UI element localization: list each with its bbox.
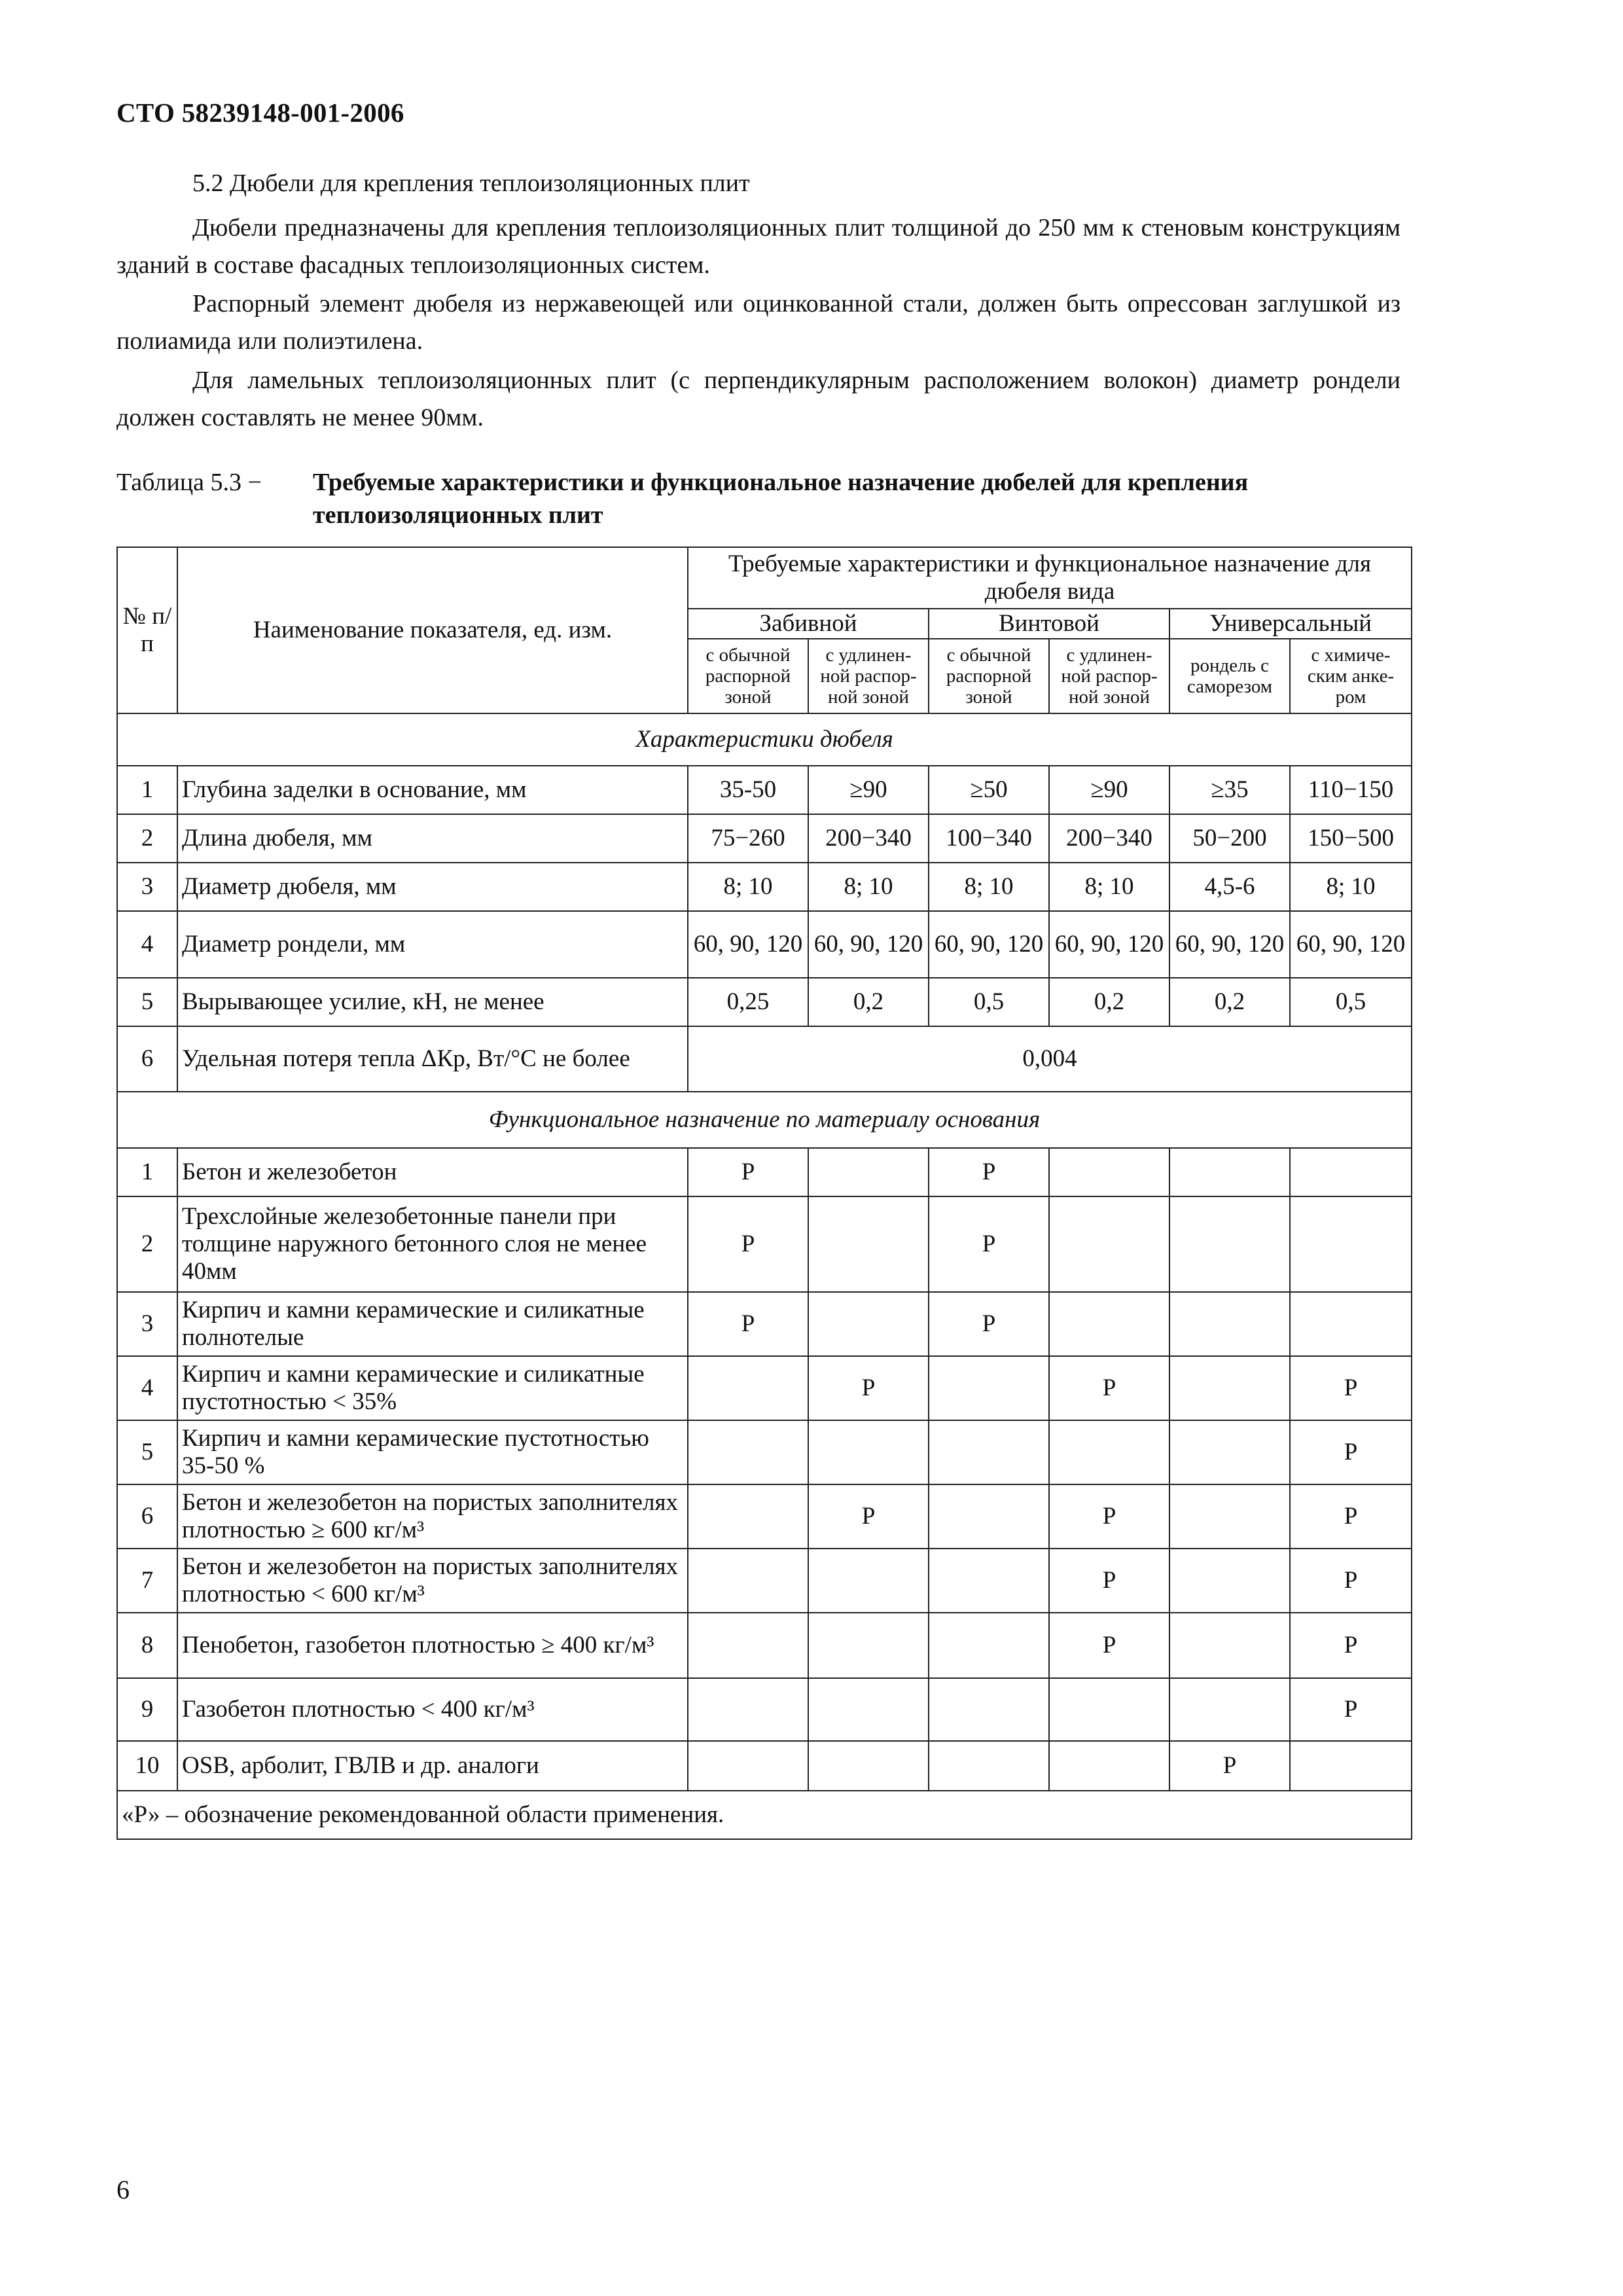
mark-cell: [808, 1741, 929, 1791]
note-row: [117, 1791, 1412, 1839]
row-number-cell: 9: [117, 1678, 177, 1741]
mark-cell: Р: [1290, 1420, 1412, 1484]
row-name-cell: Бетон и железобетон на пористых заполнителях плотностью < 600 кг/м³: [177, 1549, 688, 1613]
row-name-cell: Кирпич и камни керамические пустотностью 35-50 %: [177, 1420, 688, 1484]
table-caption-title: Требуемые характеристики и функциональное назначение дюбелей для крепления теплоизоляционных плит: [313, 469, 1249, 529]
mark-cell: [1169, 1420, 1290, 1484]
row-name-cell: Глубина заделки в основание, мм: [177, 766, 688, 814]
mark-cell: [1290, 1292, 1412, 1356]
row-name-cell: Пенобетон, газобетон плотностью ≥ 400 кг/м³: [177, 1613, 688, 1678]
paragraph: Для ламельных теплоизоляционных плит (с перпендикулярным расположением волокон) диаметр рондели должен составлять не менее 90мм.: [116, 367, 1400, 431]
row-name-cell: Бетон и железобетон на пористых заполнителях плотностью ≥ 600 кг/м³: [177, 1484, 688, 1549]
row-name-cell: Вырывающее усилие, кН, не менее: [177, 978, 688, 1026]
characteristic-row: [117, 814, 1412, 863]
row-number-cell: 10: [117, 1741, 177, 1791]
value-cell: 75−260: [688, 814, 808, 863]
value-cell: 60, 90, 120: [929, 911, 1049, 978]
header-num-cell: № п/п: [117, 547, 177, 713]
value-cell: 110−150: [1290, 766, 1412, 814]
document-code: СТО 58239148-001-2006: [116, 98, 404, 128]
characteristic-row: [117, 863, 1412, 911]
value-cell: 60, 90, 120: [1169, 911, 1290, 978]
row-number-cell: 8: [117, 1613, 177, 1678]
mark-cell: [1049, 1292, 1169, 1356]
header-subtype-cell: с обычной распорной зоной: [688, 639, 808, 713]
header-subtype-cell: с обычной распорной зоной: [929, 639, 1049, 713]
mark-cell: [1290, 1148, 1412, 1196]
value-cell: ≥90: [808, 766, 929, 814]
mark-cell: [929, 1549, 1049, 1613]
value-cell: 0,5: [1290, 978, 1412, 1026]
mark-cell: [1169, 1613, 1290, 1678]
header-subtype-cell: с удлинен-ной распор-ной зоной: [808, 639, 929, 713]
mark-cell: Р: [1049, 1484, 1169, 1549]
dowel-requirements-table: [116, 547, 1412, 1840]
mark-cell: Р: [1290, 1678, 1412, 1741]
row-number-cell: 4: [117, 1356, 177, 1420]
value-cell: 60, 90, 120: [688, 911, 808, 978]
value-cell: 8; 10: [929, 863, 1049, 911]
mark-cell: [1169, 1484, 1290, 1549]
mark-cell: [688, 1420, 808, 1484]
value-cell: ≥35: [1169, 766, 1290, 814]
mark-cell: [1290, 1741, 1412, 1791]
mark-cell: [1049, 1741, 1169, 1791]
table-caption-label: Таблица 5.3 −: [116, 469, 262, 496]
row-number-cell: 2: [117, 814, 177, 863]
purpose-row: [117, 1678, 1412, 1741]
mark-cell: [1169, 1356, 1290, 1420]
mark-cell: [688, 1484, 808, 1549]
row-name-cell: Удельная потеря тепла ΔКр, Вт/°С не более: [177, 1026, 688, 1092]
header-subtype-cell: с химиче-ским анке-ром: [1290, 639, 1412, 713]
purpose-row: [117, 1196, 1412, 1292]
header-subtype-cell: с удлинен-ной распор-ной зоной: [1049, 639, 1169, 713]
mark-cell: [808, 1420, 929, 1484]
mark-cell: [688, 1549, 808, 1613]
value-cell: 0,5: [929, 978, 1049, 1026]
purpose-row: [117, 1356, 1412, 1420]
row-number-cell: 7: [117, 1549, 177, 1613]
mark-cell: [929, 1741, 1049, 1791]
table-caption: [116, 466, 1400, 531]
value-cell: 0,2: [1049, 978, 1169, 1026]
mark-cell: [1169, 1549, 1290, 1613]
mark-cell: Р: [688, 1148, 808, 1196]
mark-cell: [808, 1678, 929, 1741]
note-cell: «Р» – обозначение рекомендованной области применения.: [117, 1791, 1412, 1839]
row-number-cell: 2: [117, 1196, 177, 1292]
value-cell: 60, 90, 120: [1049, 911, 1169, 978]
value-cell: 60, 90, 120: [808, 911, 929, 978]
row-number-cell: 5: [117, 978, 177, 1026]
row-number-cell: 3: [117, 863, 177, 911]
row-name-cell: Кирпич и камни керамические и силикатные пустотностью < 35%: [177, 1356, 688, 1420]
purpose-row: [117, 1420, 1412, 1484]
mark-cell: Р: [1290, 1356, 1412, 1420]
mark-cell: Р: [688, 1196, 808, 1292]
mark-cell: [929, 1484, 1049, 1549]
mark-cell: [929, 1678, 1049, 1741]
row-number-cell: 6: [117, 1026, 177, 1092]
section-row: [117, 713, 1412, 766]
mark-cell: [1169, 1678, 1290, 1741]
mark-cell: [1049, 1678, 1169, 1741]
value-cell: 60, 90, 120: [1290, 911, 1412, 978]
mark-cell: Р: [929, 1148, 1049, 1196]
row-number-cell: 1: [117, 1148, 177, 1196]
mark-cell: Р: [1290, 1484, 1412, 1549]
header-row: [117, 547, 1412, 609]
heat-loss-row: [117, 1026, 1412, 1092]
value-cell: 4,5-6: [1169, 863, 1290, 911]
mark-cell: [1049, 1420, 1169, 1484]
characteristic-row: [117, 911, 1412, 978]
row-number-cell: 5: [117, 1420, 177, 1484]
header-type-cell: Забивной: [688, 609, 929, 639]
header-name-cell: Наименование показателя, ед. изм.: [177, 547, 688, 713]
mark-cell: Р: [929, 1292, 1049, 1356]
mark-cell: Р: [1290, 1613, 1412, 1678]
mark-cell: [808, 1148, 929, 1196]
value-cell: 0,2: [808, 978, 929, 1026]
heat-loss-value-cell: 0,004: [688, 1026, 1412, 1092]
mark-cell: [929, 1356, 1049, 1420]
paragraph: Распорный элемент дюбеля из нержавеющей или оцинкованной стали, должен быть опрессован заглушкой из полиамида или полиэтилена.: [116, 290, 1400, 355]
mark-cell: [1049, 1196, 1169, 1292]
value-cell: 0,2: [1169, 978, 1290, 1026]
mark-cell: [929, 1613, 1049, 1678]
value-cell: 0,25: [688, 978, 808, 1026]
row-name-cell: Диаметр рондели, мм: [177, 911, 688, 978]
mark-cell: [929, 1420, 1049, 1484]
purpose-row: [117, 1292, 1412, 1356]
row-number-cell: 6: [117, 1484, 177, 1549]
purpose-row: [117, 1613, 1412, 1678]
row-number-cell: 3: [117, 1292, 177, 1356]
mark-cell: [808, 1549, 929, 1613]
row-number-cell: 1: [117, 766, 177, 814]
mark-cell: Р: [808, 1484, 929, 1549]
value-cell: 8; 10: [1290, 863, 1412, 911]
row-name-cell: Диаметр дюбеля, мм: [177, 863, 688, 911]
value-cell: 8; 10: [808, 863, 929, 911]
mark-cell: [808, 1196, 929, 1292]
mark-cell: Р: [808, 1356, 929, 1420]
mark-cell: Р: [688, 1292, 808, 1356]
mark-cell: [688, 1678, 808, 1741]
row-name-cell: Газобетон плотностью < 400 кг/м³: [177, 1678, 688, 1741]
value-cell: 100−340: [929, 814, 1049, 863]
section-heading: 5.2 Дюбели для крепления теплоизоляционных плит: [192, 170, 750, 197]
mark-cell: [808, 1613, 929, 1678]
mark-cell: [688, 1356, 808, 1420]
row-name-cell: Кирпич и камни керамические и силикатные полнотелые: [177, 1292, 688, 1356]
mark-cell: Р: [1049, 1613, 1169, 1678]
mark-cell: [688, 1741, 808, 1791]
header-group-cell: Требуемые характеристики и функциональное назначение для дюбеля вида: [688, 547, 1412, 609]
value-cell: 200−340: [1049, 814, 1169, 863]
mark-cell: Р: [929, 1196, 1049, 1292]
value-cell: ≥50: [929, 766, 1049, 814]
value-cell: 50−200: [1169, 814, 1290, 863]
mark-cell: [1169, 1148, 1290, 1196]
mark-cell: Р: [1290, 1549, 1412, 1613]
mark-cell: [1169, 1196, 1290, 1292]
value-cell: 8; 10: [1049, 863, 1169, 911]
mark-cell: Р: [1049, 1356, 1169, 1420]
mark-cell: [1169, 1292, 1290, 1356]
row-name-cell: OSB, арболит, ГВЛВ и др. аналоги: [177, 1741, 688, 1791]
value-cell: 150−500: [1290, 814, 1412, 863]
section-title-cell: Характеристики дюбеля: [117, 713, 1412, 766]
characteristic-row: [117, 766, 1412, 814]
mark-cell: [808, 1292, 929, 1356]
header-type-cell: Универсальный: [1169, 609, 1412, 639]
value-cell: 200−340: [808, 814, 929, 863]
header-subtype-cell: рондель с саморезом: [1169, 639, 1290, 713]
mark-cell: [688, 1613, 808, 1678]
mark-cell: Р: [1049, 1549, 1169, 1613]
row-name-cell: Длина дюбеля, мм: [177, 814, 688, 863]
mark-cell: Р: [1169, 1741, 1290, 1791]
header-type-cell: Винтовой: [929, 609, 1169, 639]
value-cell: 35-50: [688, 766, 808, 814]
row-number-cell: 4: [117, 911, 177, 978]
mark-cell: [1290, 1196, 1412, 1292]
purpose-row: [117, 1549, 1412, 1613]
purpose-row: [117, 1148, 1412, 1196]
row-name-cell: Бетон и железобетон: [177, 1148, 688, 1196]
mark-cell: [1049, 1148, 1169, 1196]
value-cell: 8; 10: [688, 863, 808, 911]
section-title-cell: Функциональное назначение по материалу основания: [117, 1092, 1412, 1148]
value-cell: ≥90: [1049, 766, 1169, 814]
purpose-row: [117, 1741, 1412, 1791]
purpose-row: [117, 1484, 1412, 1549]
page-number: 6: [116, 2175, 130, 2204]
characteristic-row: [117, 978, 1412, 1026]
row-name-cell: Трехслойные железобетонные панели при толщине наружного бетонного слоя не менее 40мм: [177, 1196, 688, 1292]
paragraph: Дюбели предназначены для крепления теплоизоляционных плит толщиной до 250 мм к стеновым конструкциям зданий в составе фасадных теплоизоляционных систем.: [116, 214, 1400, 279]
section-row: [117, 1092, 1412, 1148]
